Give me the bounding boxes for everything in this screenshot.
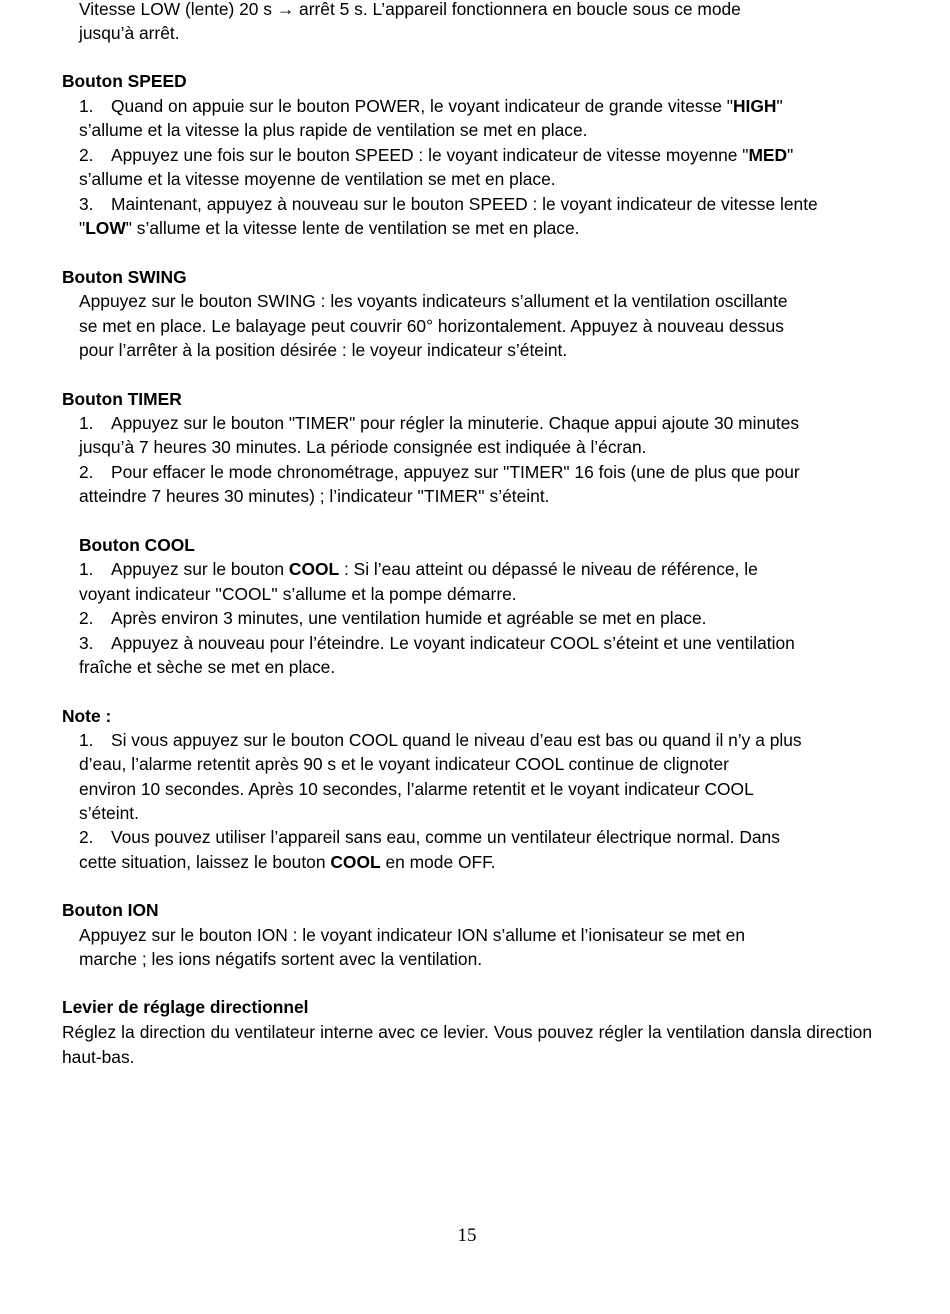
cool-item-3: 3. Appuyez à nouveau pour l’éteindre. Le voyant indicateur COOL s’éteint et une ventilation [79,633,795,653]
timer-heading: Bouton TIMER [62,389,182,409]
cool-item-3-cont: fraîche et sèche se met en place. [79,657,336,677]
ion-line-1: Appuyez sur le bouton ION : le voyant indicateur ION s’allume et l’ionisateur se met en [79,925,746,945]
cool-item-1: 1. Appuyez sur le bouton COOL : Si l’eau atteint ou dépassé le niveau de référence, le [79,559,758,579]
note-item-1-cont-1: d’eau, l’alarme retentit après 90 s et le voyant indicateur COOL continue de clignoter [79,754,729,774]
swing-line-3: pour l’arrêter à la position désirée : le voyeur indicateur s’éteint. [79,340,568,360]
speed-item-2: 2. Appuyez une fois sur le bouton SPEED : le voyant indicateur de vitesse moyenne "MED" [79,145,794,165]
lever-paragraph: Réglez la direction du ventilateur interne avec ce levier. Vous pouvez régler la ventilation dansla direction haut-bas. [62,1022,872,1067]
ion-heading: Bouton ION [62,900,159,920]
note-item-1-cont-2: environ 10 secondes. Après 10 secondes, l’alarme retentit et le voyant indicateur COOL [79,779,754,799]
speed-item-3-cont: "LOW" s’allume et la vitesse lente de ventilation se met en place. [79,218,580,238]
list-number: 1. [79,559,94,579]
timer-item-1-cont: jusqu’à 7 heures 30 minutes. La période consignée est indiquée à l’écran. [79,437,647,457]
timer-item-2-cont: atteindre 7 heures 30 minutes) ; l’indicateur ''TIMER'' s’éteint. [79,486,550,506]
swing-heading: Bouton SWING [62,267,187,287]
timer-item-1: 1. Appuyez sur le bouton "TIMER" pour régler la minuterie. Chaque appui ajoute 30 minutes [79,413,800,433]
cool-item-1-cont: voyant indicateur ''COOL'' s’allume et la pompe démarre. [79,584,517,604]
speed-item-2-cont: s’allume et la vitesse moyenne de ventilation se met en place. [79,169,556,189]
swing-line-2: se met en place. Le balayage peut couvrir 60° horizontalement. Appuyez à nouveau dessus [79,316,784,336]
list-number: 3. [79,633,94,653]
list-number: 1. [79,96,94,116]
list-number: 2. [79,462,94,482]
page-number: 15 [457,1225,477,1246]
note-item-2: 2. Vous pouvez utiliser l’appareil sans eau, comme un ventilateur électrique normal. Dans [79,827,780,847]
note-item-1-cont-3: s’éteint. [79,803,139,823]
list-number: 2. [79,145,94,165]
intro-line-2: jusqu’à arrêt. [79,23,180,43]
list-number: 1. [79,413,94,433]
speed-item-1: 1. Quand on appuie sur le bouton POWER, le voyant indicateur de grande vitesse "HIGH" [79,96,783,116]
ion-line-2: marche ; les ions négatifs sortent avec la ventilation. [79,949,483,969]
lever-heading: Levier de réglage directionnel [62,997,309,1017]
swing-line-1: Appuyez sur le bouton SWING : les voyants indicateurs s’allument et la ventilation oscillante [79,291,788,311]
cool-heading: Bouton COOL [79,535,195,555]
note-item-2-cont: cette situation, laissez le bouton COOL en mode OFF. [79,852,496,872]
list-number: 1. [79,730,94,750]
speed-item-1-cont: s’allume et la vitesse la plus rapide de ventilation se met en place. [79,120,588,140]
list-number: 3. [79,194,94,214]
speed-item-3: 3. Maintenant, appuyez à nouveau sur le bouton SPEED : le voyant indicateur de vitesse lente [79,194,818,214]
list-number: 2. [79,608,94,628]
note-item-1: 1. Si vous appuyez sur le bouton COOL quand le niveau d’eau est bas ou quand il n’y a plus [79,730,802,750]
speed-heading: Bouton SPEED [62,71,187,91]
list-number: 2. [79,827,94,847]
cool-item-2: 2. Après environ 3 minutes, une ventilation humide et agréable se met en place. [79,608,707,628]
note-heading: Note : [62,706,112,726]
intro-line-1: Vitesse LOW (lente) 20 s → arrêt 5 s. L’appareil fonctionnera en boucle sous ce mode [79,0,741,19]
timer-item-2: 2. Pour effacer le mode chronométrage, appuyez sur "TIMER" 16 fois (une de plus que pour [79,462,800,482]
